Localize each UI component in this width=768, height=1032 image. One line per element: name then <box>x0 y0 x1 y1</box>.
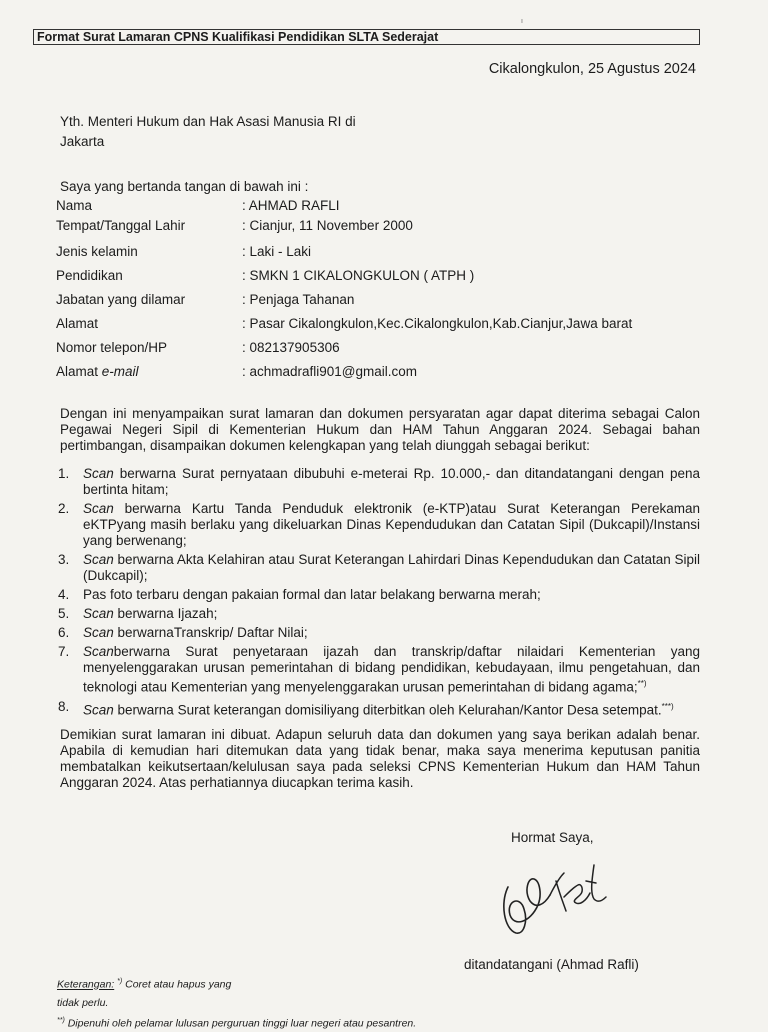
list-lead: Scan <box>83 552 114 567</box>
list-text: berwarna Surat keterangan domisiliyang diterbitkan oleh Kelurahan/Kantor Desa setempat. <box>114 702 662 717</box>
field-label: Jenis kelamin <box>56 244 138 259</box>
list-text: berwarnaTranskrip/ Daftar Nilai; <box>114 625 308 640</box>
field-value: : Laki - Laki <box>242 244 311 259</box>
list-number: 5. <box>58 606 69 622</box>
paragraph-opening: Dengan ini menyampaikan surat lamaran dan dokumen persyaratan agar dapat diterima sebagai Calon Pegawai Negeri Sipil di Kementerian Hukum dan HAM Tahun Anggaran 2024. Sebagai bahan pertimbangan, disampaikan dokumen kelengkapan yang telah diunggah sebagai berikut: <box>60 406 700 454</box>
field-value: : Penjaga Tahanan <box>242 292 354 307</box>
list-text: berwarna Akta Kelahiran atau Surat Keterangan Lahirdari Dinas Kependudukan dan Catatan Sipil (Dukcapil); <box>83 552 700 583</box>
intro-line: Saya yang bertanda tangan di bawah ini : <box>60 179 308 194</box>
list-text: berwarna Ijazah; <box>114 606 218 621</box>
list-text: berwarna Kartu Tanda Penduduk elektronik (e-KTP)atau Surat Keterangan Perekaman eKTPyang masih berlaku yang dikeluarkan Dinas Kependudukan dan Catatan Sipil (Dukcapil)/Instansi yang berwenang; <box>83 501 700 548</box>
field-value: : SMKN 1 CIKALONGKULON ( ATPH ) <box>242 268 474 283</box>
list-number: 3. <box>58 552 69 568</box>
footnote-mark: **) <box>57 1017 65 1024</box>
list-footnote-mark: ***) <box>662 702 674 711</box>
list-lead: Scan <box>83 625 114 640</box>
scan-mark: ı <box>521 18 523 25</box>
list-item <box>58 606 700 622</box>
footnote-text: Coret atau hapus yang <box>122 979 231 991</box>
field-label: Nomor telepon/HP <box>56 340 167 355</box>
list-number: 4. <box>58 587 69 603</box>
list-item <box>58 699 700 719</box>
field-label: Nama <box>56 198 92 213</box>
recipient-line-2: Jakarta <box>60 132 356 152</box>
document-title: Format Surat Lamaran CPNS Kualifikasi Pendidikan SLTA Sederajat <box>37 30 438 44</box>
list-item <box>58 625 700 641</box>
field-label: Pendidikan <box>56 268 123 283</box>
list-text: berwarna Surat pernyataan dibubuhi e-meterai Rp. 10.000,- dan ditandatangani dengan pena bertinta hitam; <box>83 466 700 497</box>
list-number: 6. <box>58 625 69 641</box>
field-value: : Pasar Cikalongkulon,Kec.Cikalongkulon,Kab.Cianjur,Jawa barat <box>242 316 632 331</box>
list-item <box>58 644 700 696</box>
footnote-2 <box>57 1012 416 1032</box>
signer-name: ditandatangani (Ahmad Rafli) <box>464 957 639 972</box>
list-footnote-mark: **) <box>638 679 647 688</box>
field-label-italic: e-mail <box>102 364 139 379</box>
footnote-label: Keterangan: <box>57 979 114 991</box>
footnote-1-cont: tidak perlu. <box>57 994 416 1012</box>
paragraph-closing: Demikian surat lamaran ini dibuat. Adapun seluruh data dan dokumen yang saya berikan adalah benar. Apabila di kemudian hari ditemukan data yang tidak benar, maka saya menerima keputusan panitia membatalkan keikutsertaan/kelulusan saya pada seleksi CPNS Kementerian Hukum dan HAM Tahun Anggaran 2024. Atas perhatiannya diucapkan terima kasih. <box>60 727 700 791</box>
list-text: berwarna Surat penyetaraan ijazah dan transkrip/daftar nilaidari Kementerian yang menyelenggarakan urusan pemerintahan di bidang pendidikan, kebudayaan, ilmu pengetahuan, dan teknologi atau Kementerian yang menyelenggarakan urusan pemerintahan di bidang agama; <box>83 644 700 695</box>
field-value: : 082137905306 <box>242 340 340 355</box>
list-number: 8. <box>58 699 69 715</box>
signature-image <box>494 851 614 941</box>
list-number: 7. <box>58 644 69 660</box>
closing-salutation: Hormat Saya, <box>511 830 594 845</box>
list-lead: Scan <box>83 702 114 717</box>
field-label: Jabatan yang dilamar <box>56 292 185 307</box>
field-label-plain: Alamat <box>56 364 102 379</box>
field-label <box>56 364 139 379</box>
recipient-line-1: Yth. Menteri Hukum dan Hak Asasi Manusia RI di <box>60 112 356 132</box>
recipient-block <box>60 112 356 152</box>
document-list <box>58 466 700 721</box>
field-value: : AHMAD RAFLI <box>242 198 340 213</box>
list-number: 2. <box>58 501 69 517</box>
list-lead: Scan <box>83 466 114 481</box>
field-label: Alamat <box>56 316 98 331</box>
list-lead: Scan <box>83 501 114 516</box>
list-item <box>58 466 700 498</box>
list-lead: Scan <box>83 606 114 621</box>
footnotes <box>57 973 416 1032</box>
field-value: : Cianjur, 11 November 2000 <box>242 218 413 233</box>
list-item <box>58 501 700 549</box>
list-item <box>58 587 700 603</box>
footnote-1 <box>57 973 416 994</box>
field-label: Tempat/Tanggal Lahir <box>56 218 185 233</box>
footnote-mark: *) <box>117 978 122 985</box>
document-title-box <box>33 29 700 45</box>
list-text: Pas foto terbaru dengan pakaian formal dan latar belakang berwarna merah; <box>83 587 541 602</box>
footnote-text: Dipenuhi oleh pelamar lulusan perguruan tinggi luar negeri atau pesantren. <box>65 1017 416 1029</box>
date-line: Cikalongkulon, 25 Agustus 2024 <box>489 61 696 77</box>
list-lead: Scan <box>83 644 114 659</box>
field-value: : achmadrafli901@gmail.com <box>242 364 417 379</box>
list-item <box>58 552 700 584</box>
list-number: 1. <box>58 466 69 482</box>
